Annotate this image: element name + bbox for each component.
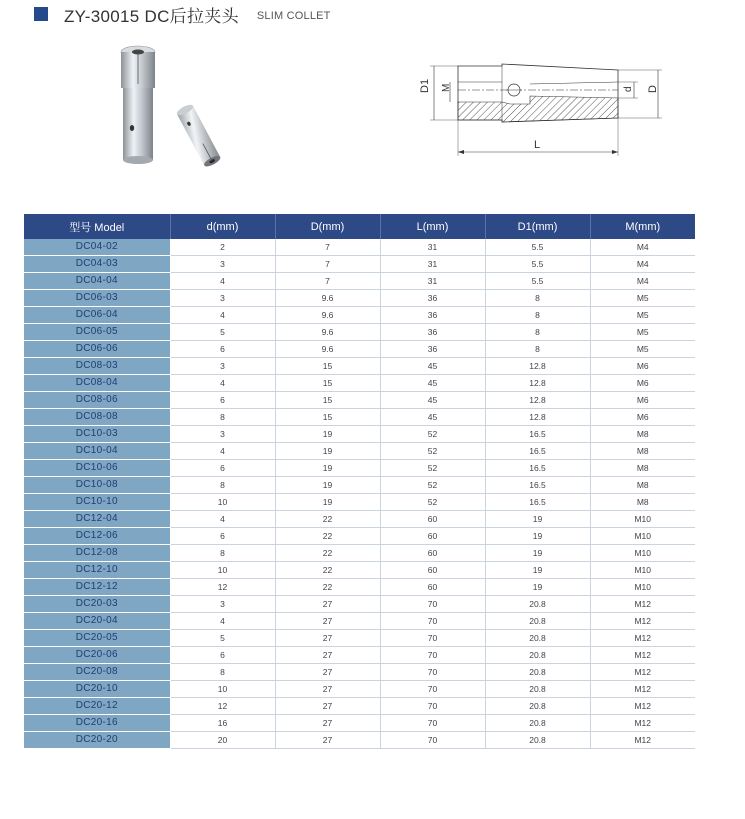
cell-L: 70: [380, 732, 485, 749]
table-row: [24, 647, 695, 664]
cell-M: M12: [590, 698, 695, 715]
table-row: [24, 409, 695, 426]
cell-d: 20: [170, 732, 275, 749]
cell-L: 36: [380, 307, 485, 324]
cell-d: 6: [170, 528, 275, 545]
cell-D: 9.6: [275, 324, 380, 341]
cell-model: DC10-03: [24, 426, 170, 443]
cell-d: 12: [170, 698, 275, 715]
cell-D: 7: [275, 273, 380, 290]
cell-M: M8: [590, 494, 695, 511]
table-row: [24, 494, 695, 511]
cell-d: 4: [170, 375, 275, 392]
cell-L: 45: [380, 375, 485, 392]
spec-table: [24, 214, 695, 749]
table-row: [24, 579, 695, 596]
cell-L: 70: [380, 698, 485, 715]
cell-D: 27: [275, 630, 380, 647]
cell-M: M8: [590, 426, 695, 443]
cell-model: DC20-03: [24, 596, 170, 613]
cell-M: M10: [590, 545, 695, 562]
cell-D: 27: [275, 664, 380, 681]
cell-model: DC12-04: [24, 511, 170, 528]
cell-D: 27: [275, 596, 380, 613]
table-row: [24, 681, 695, 698]
cell-D1: 19: [485, 545, 590, 562]
cell-d: 3: [170, 426, 275, 443]
cell-D: 22: [275, 511, 380, 528]
cell-D1: 20.8: [485, 630, 590, 647]
table-row: [24, 477, 695, 494]
cell-D: 15: [275, 358, 380, 375]
cell-M: M12: [590, 630, 695, 647]
cell-L: 60: [380, 579, 485, 596]
cell-D: 27: [275, 647, 380, 664]
cell-D: 9.6: [275, 307, 380, 324]
cell-d: 6: [170, 647, 275, 664]
cell-model: DC04-03: [24, 256, 170, 273]
cell-D1: 20.8: [485, 732, 590, 749]
cell-d: 10: [170, 681, 275, 698]
cell-model: DC12-06: [24, 528, 170, 545]
cell-D: 27: [275, 715, 380, 732]
cell-D: 19: [275, 426, 380, 443]
cell-L: 70: [380, 647, 485, 664]
cell-M: M4: [590, 273, 695, 290]
header-M: M(mm): [590, 214, 695, 239]
cell-D: 7: [275, 239, 380, 256]
cell-d: 10: [170, 562, 275, 579]
cell-D1: 20.8: [485, 613, 590, 630]
cell-D1: 19: [485, 579, 590, 596]
diagram-label-d1: D1: [419, 78, 431, 93]
cell-L: 52: [380, 494, 485, 511]
diagram-label-l: L: [534, 139, 541, 151]
table-body: [24, 239, 695, 749]
cell-D1: 8: [485, 290, 590, 307]
cell-D1: 20.8: [485, 664, 590, 681]
cell-M: M5: [590, 290, 695, 307]
cell-L: 70: [380, 681, 485, 698]
table-row: [24, 324, 695, 341]
cell-D: 27: [275, 681, 380, 698]
cell-L: 60: [380, 511, 485, 528]
cell-L: 52: [380, 443, 485, 460]
cell-M: M12: [590, 715, 695, 732]
cell-L: 70: [380, 630, 485, 647]
cell-model: DC20-16: [24, 715, 170, 732]
table-row: [24, 273, 695, 290]
cell-L: 70: [380, 664, 485, 681]
cell-model: DC10-06: [24, 460, 170, 477]
cell-D1: 20.8: [485, 647, 590, 664]
cell-D: 27: [275, 732, 380, 749]
table-row: [24, 630, 695, 647]
cell-d: 5: [170, 630, 275, 647]
cell-M: M12: [590, 681, 695, 698]
cell-L: 52: [380, 460, 485, 477]
cell-D: 19: [275, 494, 380, 511]
cell-model: DC20-05: [24, 630, 170, 647]
cell-M: M6: [590, 375, 695, 392]
cell-d: 2: [170, 239, 275, 256]
cell-model: DC20-10: [24, 681, 170, 698]
cell-D: 19: [275, 443, 380, 460]
cell-D: 7: [275, 256, 380, 273]
cell-L: 36: [380, 290, 485, 307]
cell-M: M5: [590, 307, 695, 324]
cell-M: M10: [590, 528, 695, 545]
cell-M: M12: [590, 596, 695, 613]
table-header-row: [24, 214, 695, 239]
cell-L: 45: [380, 409, 485, 426]
cell-model: DC20-04: [24, 613, 170, 630]
cell-M: M5: [590, 341, 695, 358]
cell-L: 60: [380, 545, 485, 562]
cell-D: 22: [275, 562, 380, 579]
cell-M: M4: [590, 239, 695, 256]
cell-L: 36: [380, 324, 485, 341]
cell-D1: 8: [485, 341, 590, 358]
table-row: [24, 596, 695, 613]
cell-L: 70: [380, 613, 485, 630]
table-row: [24, 562, 695, 579]
cell-model: DC08-03: [24, 358, 170, 375]
table-row: [24, 715, 695, 732]
cell-model: DC06-05: [24, 324, 170, 341]
cell-model: DC06-03: [24, 290, 170, 307]
cell-L: 45: [380, 392, 485, 409]
cell-L: 52: [380, 426, 485, 443]
cell-D1: 20.8: [485, 681, 590, 698]
table-row: [24, 613, 695, 630]
cell-model: DC08-04: [24, 375, 170, 392]
collet-dimension-diagram: [410, 52, 670, 162]
table-row: [24, 307, 695, 324]
cell-M: M4: [590, 256, 695, 273]
table-row: [24, 392, 695, 409]
table-row: [24, 358, 695, 375]
cell-M: M10: [590, 562, 695, 579]
cell-model: DC20-12: [24, 698, 170, 715]
cell-d: 4: [170, 443, 275, 460]
diagram-label-d-big: D: [647, 85, 659, 93]
cell-d: 12: [170, 579, 275, 596]
cell-D: 22: [275, 579, 380, 596]
cell-D: 27: [275, 698, 380, 715]
cell-D1: 8: [485, 324, 590, 341]
cell-L: 31: [380, 273, 485, 290]
cell-L: 45: [380, 358, 485, 375]
table-row: [24, 426, 695, 443]
cell-D1: 12.8: [485, 358, 590, 375]
cell-M: M12: [590, 664, 695, 681]
table-row: [24, 239, 695, 256]
cell-model: DC12-08: [24, 545, 170, 562]
page-title: ZY-30015 DC后拉夹头: [64, 6, 239, 26]
cell-d: 5: [170, 324, 275, 341]
page-header: [34, 3, 331, 25]
cell-L: 60: [380, 528, 485, 545]
cell-M: M6: [590, 392, 695, 409]
cell-D1: 19: [485, 511, 590, 528]
cell-model: DC10-04: [24, 443, 170, 460]
diagram-label-m: M: [441, 83, 452, 92]
cell-d: 3: [170, 290, 275, 307]
diagram-label-d-small: d: [623, 86, 634, 92]
cell-M: M12: [590, 732, 695, 749]
cell-M: M10: [590, 511, 695, 528]
cell-D: 9.6: [275, 290, 380, 307]
cell-D1: 5.5: [485, 256, 590, 273]
header-D1: D1(mm): [485, 214, 590, 239]
table-row: [24, 460, 695, 477]
cell-d: 6: [170, 392, 275, 409]
cell-M: M6: [590, 409, 695, 426]
table-row: [24, 698, 695, 715]
cell-model: DC08-06: [24, 392, 170, 409]
cell-d: 4: [170, 307, 275, 324]
cell-model: DC04-02: [24, 239, 170, 256]
cell-D1: 12.8: [485, 392, 590, 409]
cell-M: M5: [590, 324, 695, 341]
cell-model: DC12-10: [24, 562, 170, 579]
cell-M: M8: [590, 443, 695, 460]
cell-model: DC04-04: [24, 273, 170, 290]
cell-D: 27: [275, 613, 380, 630]
cell-d: 6: [170, 341, 275, 358]
cell-D1: 12.8: [485, 409, 590, 426]
cell-model: DC12-12: [24, 579, 170, 596]
cell-L: 31: [380, 239, 485, 256]
cell-D: 19: [275, 477, 380, 494]
cell-D1: 16.5: [485, 477, 590, 494]
cell-M: M10: [590, 579, 695, 596]
cell-M: M8: [590, 460, 695, 477]
cell-d: 8: [170, 664, 275, 681]
cell-D: 9.6: [275, 341, 380, 358]
table-row: [24, 528, 695, 545]
cell-model: DC06-04: [24, 307, 170, 324]
table-row: [24, 545, 695, 562]
cell-D: 15: [275, 392, 380, 409]
header-D: D(mm): [275, 214, 380, 239]
cell-D1: 8: [485, 307, 590, 324]
cell-D1: 16.5: [485, 426, 590, 443]
cell-d: 16: [170, 715, 275, 732]
table-row: [24, 511, 695, 528]
cell-L: 60: [380, 562, 485, 579]
cell-M: M12: [590, 647, 695, 664]
table-row: [24, 664, 695, 681]
cell-d: 3: [170, 358, 275, 375]
table-row: [24, 290, 695, 307]
cell-D1: 5.5: [485, 239, 590, 256]
cell-d: 6: [170, 460, 275, 477]
cell-D1: 20.8: [485, 698, 590, 715]
cell-D1: 19: [485, 562, 590, 579]
cell-D1: 16.5: [485, 460, 590, 477]
cell-D: 22: [275, 528, 380, 545]
cell-d: 3: [170, 256, 275, 273]
cell-D1: 20.8: [485, 715, 590, 732]
cell-d: 4: [170, 613, 275, 630]
header-d: d(mm): [170, 214, 275, 239]
cell-L: 70: [380, 715, 485, 732]
cell-d: 3: [170, 596, 275, 613]
cell-L: 52: [380, 477, 485, 494]
cell-L: 70: [380, 596, 485, 613]
cell-D1: 16.5: [485, 494, 590, 511]
cell-d: 4: [170, 273, 275, 290]
cell-d: 8: [170, 545, 275, 562]
cell-L: 31: [380, 256, 485, 273]
cell-model: DC10-08: [24, 477, 170, 494]
table-row: [24, 256, 695, 273]
cell-model: DC10-10: [24, 494, 170, 511]
cell-D: 15: [275, 375, 380, 392]
cell-d: 8: [170, 409, 275, 426]
table-row: [24, 443, 695, 460]
cell-model: DC20-20: [24, 732, 170, 749]
table-row: [24, 732, 695, 749]
table-row: [24, 341, 695, 358]
table-row: [24, 375, 695, 392]
cell-D: 22: [275, 545, 380, 562]
cell-D1: 16.5: [485, 443, 590, 460]
cell-D1: 19: [485, 528, 590, 545]
collet-product-photo: [100, 40, 240, 180]
header-model: 型号 Model: [24, 214, 170, 239]
cell-D: 19: [275, 460, 380, 477]
cell-M: M8: [590, 477, 695, 494]
cell-d: 8: [170, 477, 275, 494]
cell-D: 15: [275, 409, 380, 426]
cell-D1: 20.8: [485, 596, 590, 613]
cell-D1: 5.5: [485, 273, 590, 290]
cell-d: 4: [170, 511, 275, 528]
cell-model: DC20-06: [24, 647, 170, 664]
page-subtitle: SLIM COLLET: [256, 9, 331, 22]
cell-model: DC06-06: [24, 341, 170, 358]
cell-model: DC20-08: [24, 664, 170, 681]
cell-M: M6: [590, 358, 695, 375]
cell-M: M12: [590, 613, 695, 630]
title-square-icon: [34, 7, 48, 21]
cell-model: DC08-08: [24, 409, 170, 426]
cell-d: 10: [170, 494, 275, 511]
cell-D1: 12.8: [485, 375, 590, 392]
header-L: L(mm): [380, 214, 485, 239]
cell-L: 36: [380, 341, 485, 358]
